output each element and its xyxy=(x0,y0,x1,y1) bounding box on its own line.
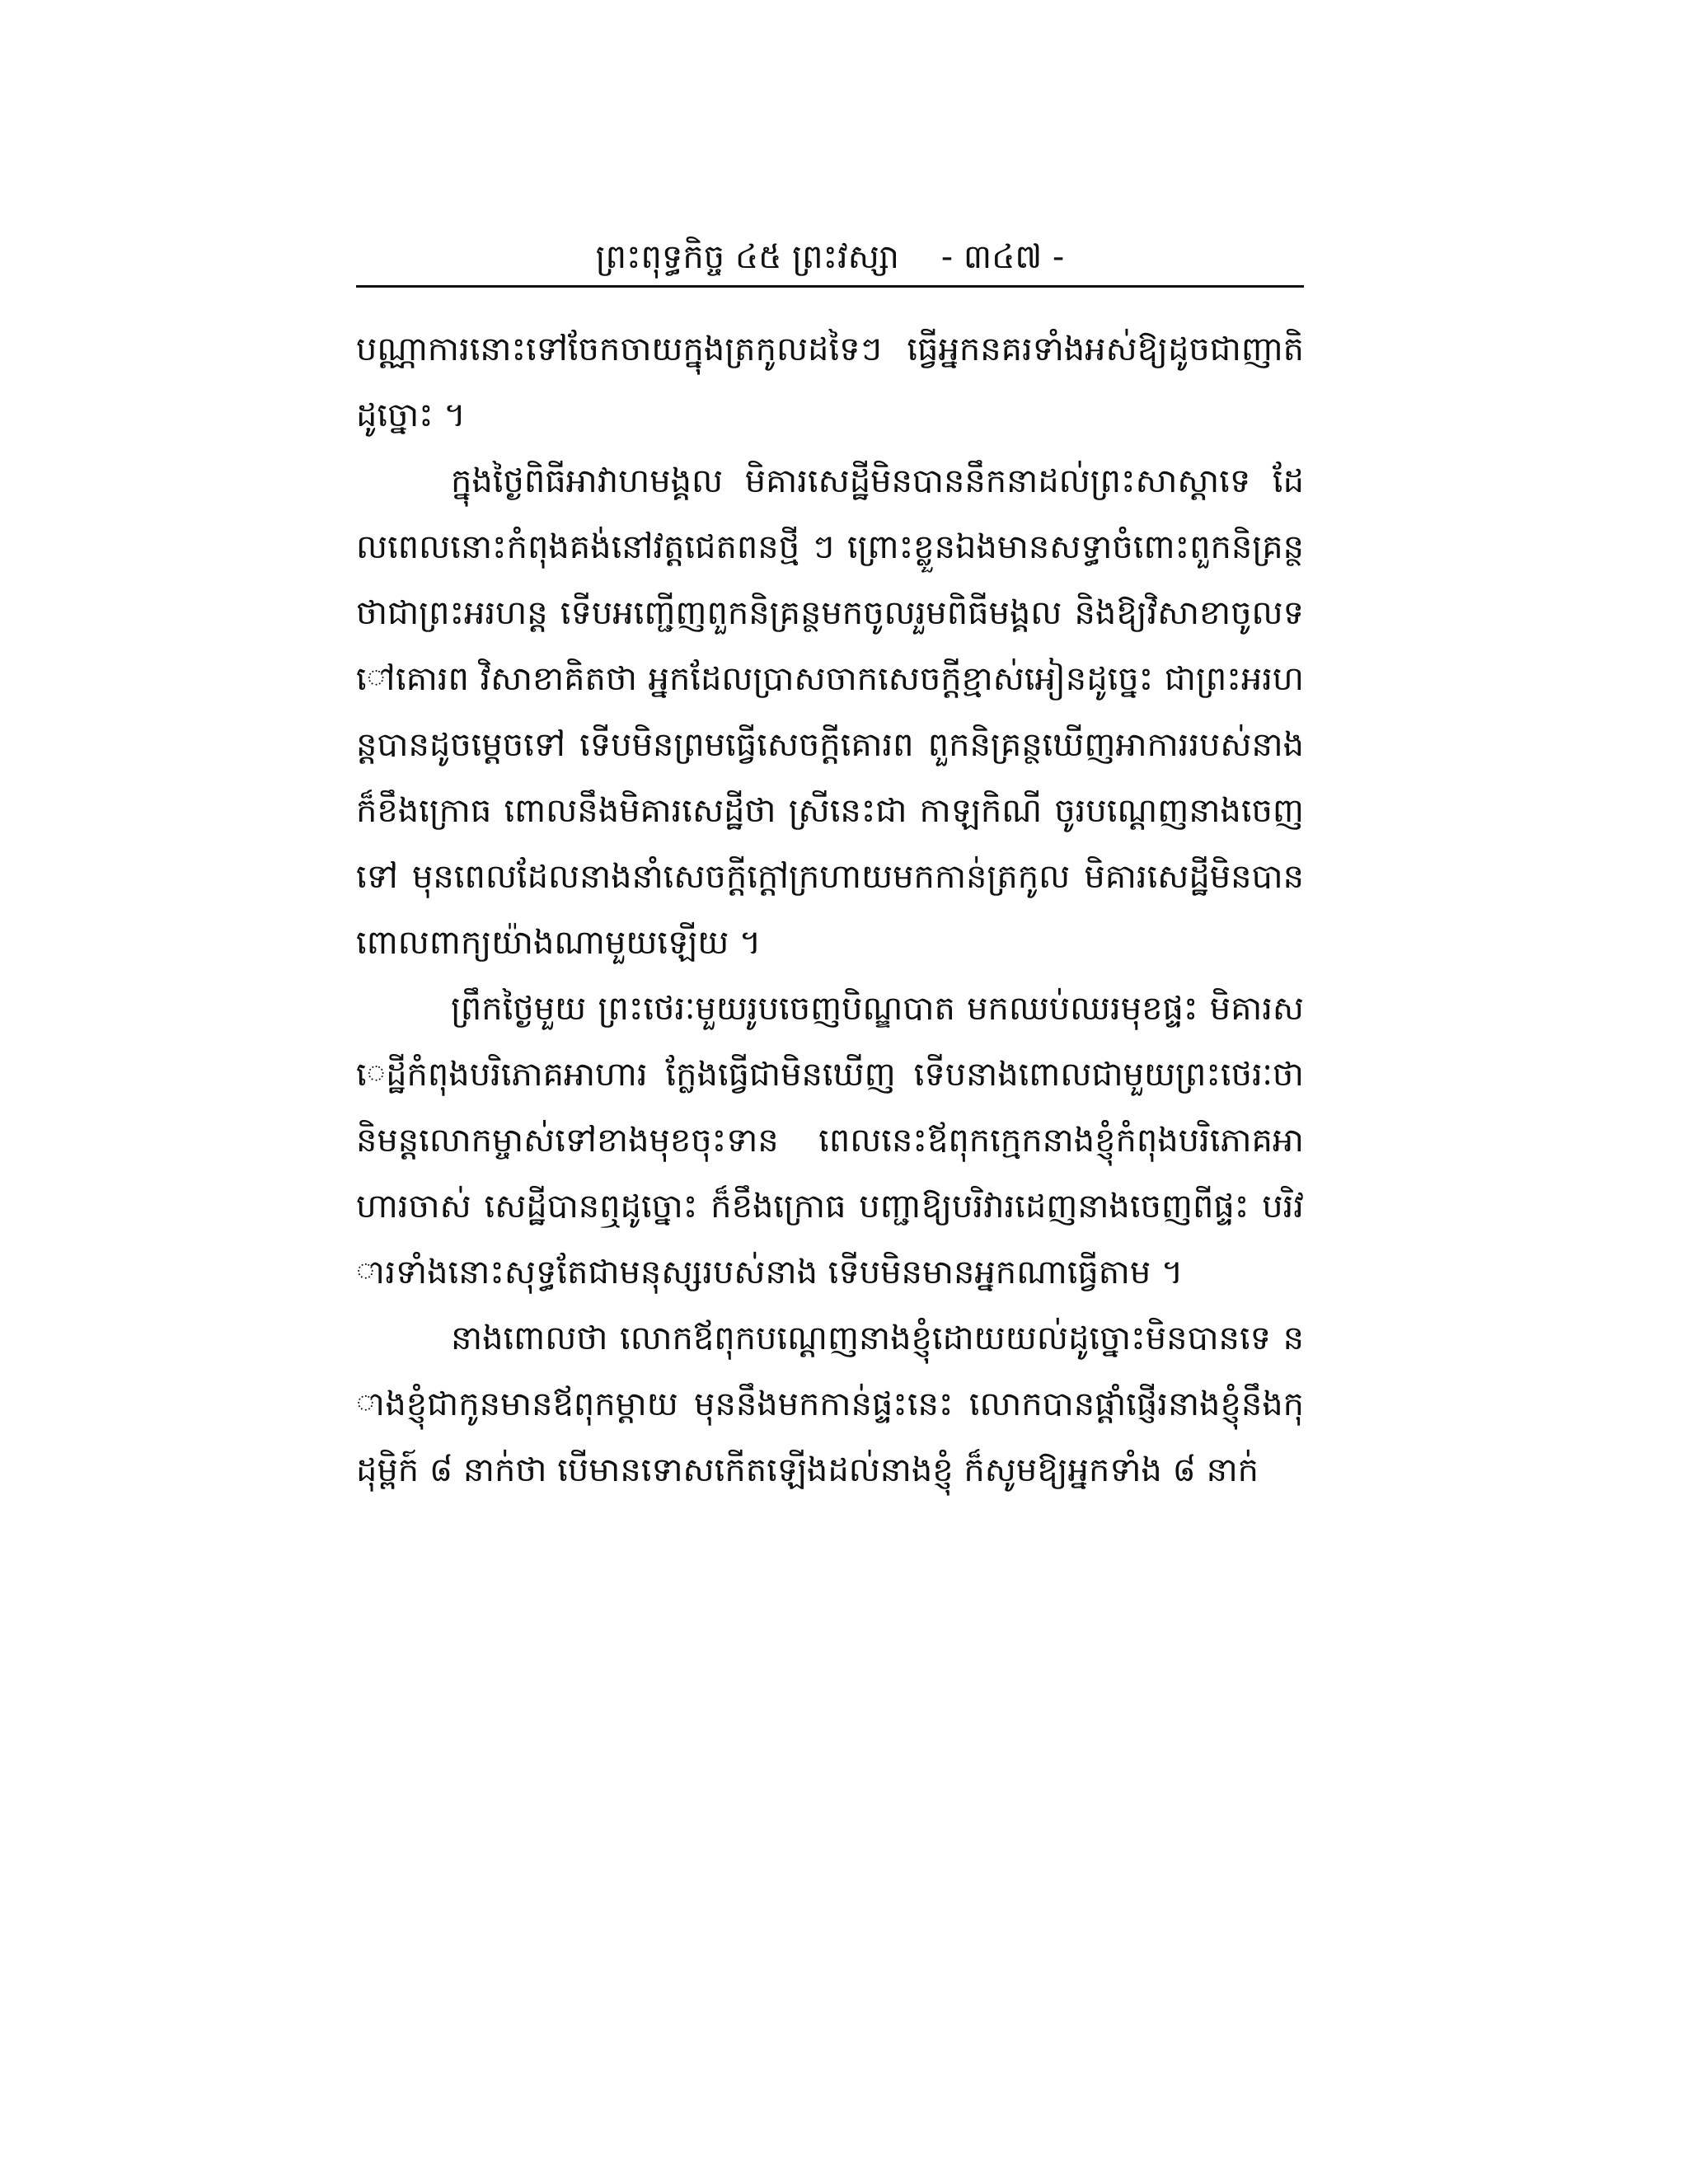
book-title: ព្រះពុទ្ធកិច្ច ៤៥ ព្រះវស្សា xyxy=(595,238,899,276)
header-spacer xyxy=(910,238,931,276)
paragraph-1: បណ្ណាការនោះទៅចែកចាយក្នុងត្រកូលដទៃៗ ធ្វើអ្នកនគរទាំងអស់ឱ្យដូចជាញាតិដូច្នោះ ។ xyxy=(356,330,1304,434)
paragraph-2: ក្នុងថ្ងៃពិធីអាវាហមង្គល មិគារសេដ្ឋីមិនបាននឹកនាដល់ព្រះសាស្ដាទេ ដែលពេលនោះកំពុងគង់នៅវត្តជេតពនថ្មី ៗ ព្រោះខ្លួនឯងមានសទ្ធាចំពោះពួកនិគ្រន្ថថាជាព្រះអរហន្ត ទើបអញ្ជើញពួកនិគ្រន្ថមកចូលរួមពិធីមង្គល និងឱ្យវិសាខាចូលទៅគោរព វិសាខាគិតថា អ្នកដែលប្រាសចាកសេចក្ដីខ្មាស់អៀនដូច្នេះ ជាព្រះអរហន្តបានដូចម្ដេចទៅ ទើបមិនព្រមធ្វើសេចក្ដីគោរព ពួកនិគ្រន្ថឃើញអាការរបស់នាងក៏ខឹងក្រោធ ពោលនឹងមិគារសេដ្ឋីថា ស្រីនេះជា កាឡកិណី ចូរបណ្ដេញនាងចេញទៅ មុនពេលដែលនាងនាំសេចក្ដីក្ដៅក្រហាយមកកាន់ត្រកូល មិគារសេដ្ឋីមិនបានពោលពាក្យយ៉ាងណាមួយឡើយ ។ xyxy=(356,462,1304,962)
running-header xyxy=(356,231,1304,284)
paragraph-3: ព្រឹកថ្ងៃមួយ ព្រះថេរៈមួយរូបចេញបិណ្ឌបាត មកឈប់ឈរមុខផ្ទះ មិគារសេដ្ឋីកំពុងបរិភោគអាហារ ក្លែងធ្វើជាមិនឃើញ ទើបនាងពោលជាមួយព្រះថេរៈថា និមន្តលោកម្ចាស់ទៅខាងមុខចុះទាន ពេលនេះឪពុកក្មេកនាងខ្ញុំកំពុងបរិភោគអាហារចាស់ សេដ្ឋីបានឮដូច្នោះ ក៏ខឹងក្រោធ បញ្ជាឱ្យបរិវារដេញនាងចេញពីផ្ទះ បរិវារទាំងនោះសុទ្ធតែជាមនុស្សរបស់នាង ទើបមិនមានអ្នកណាធ្វើតាម ។ xyxy=(356,990,1304,1291)
header-rule xyxy=(356,285,1304,288)
page-number: - ៣៤៧ - xyxy=(940,238,1065,276)
body-text xyxy=(356,316,1304,1503)
paragraph-4: នាងពោលថា លោកឪពុកបណ្ដេញនាងខ្ញុំដោយយល់ដូច្នោះមិនបានទេ នាងខ្ញុំជាកូនមានឪពុកម្ដាយ មុននឹងមកកាន់ផ្ទះនេះ លោកបានផ្ដាំផ្ញើរនាងខ្ញុំនឹងកុដុម្ពិក៍ ៨ នាក់ថា បើមានទោសកើតឡើងដល់នាងខ្ញុំ ក៏សូមឱ្យអ្នកទាំង ៨ នាក់ xyxy=(356,1319,1304,1489)
